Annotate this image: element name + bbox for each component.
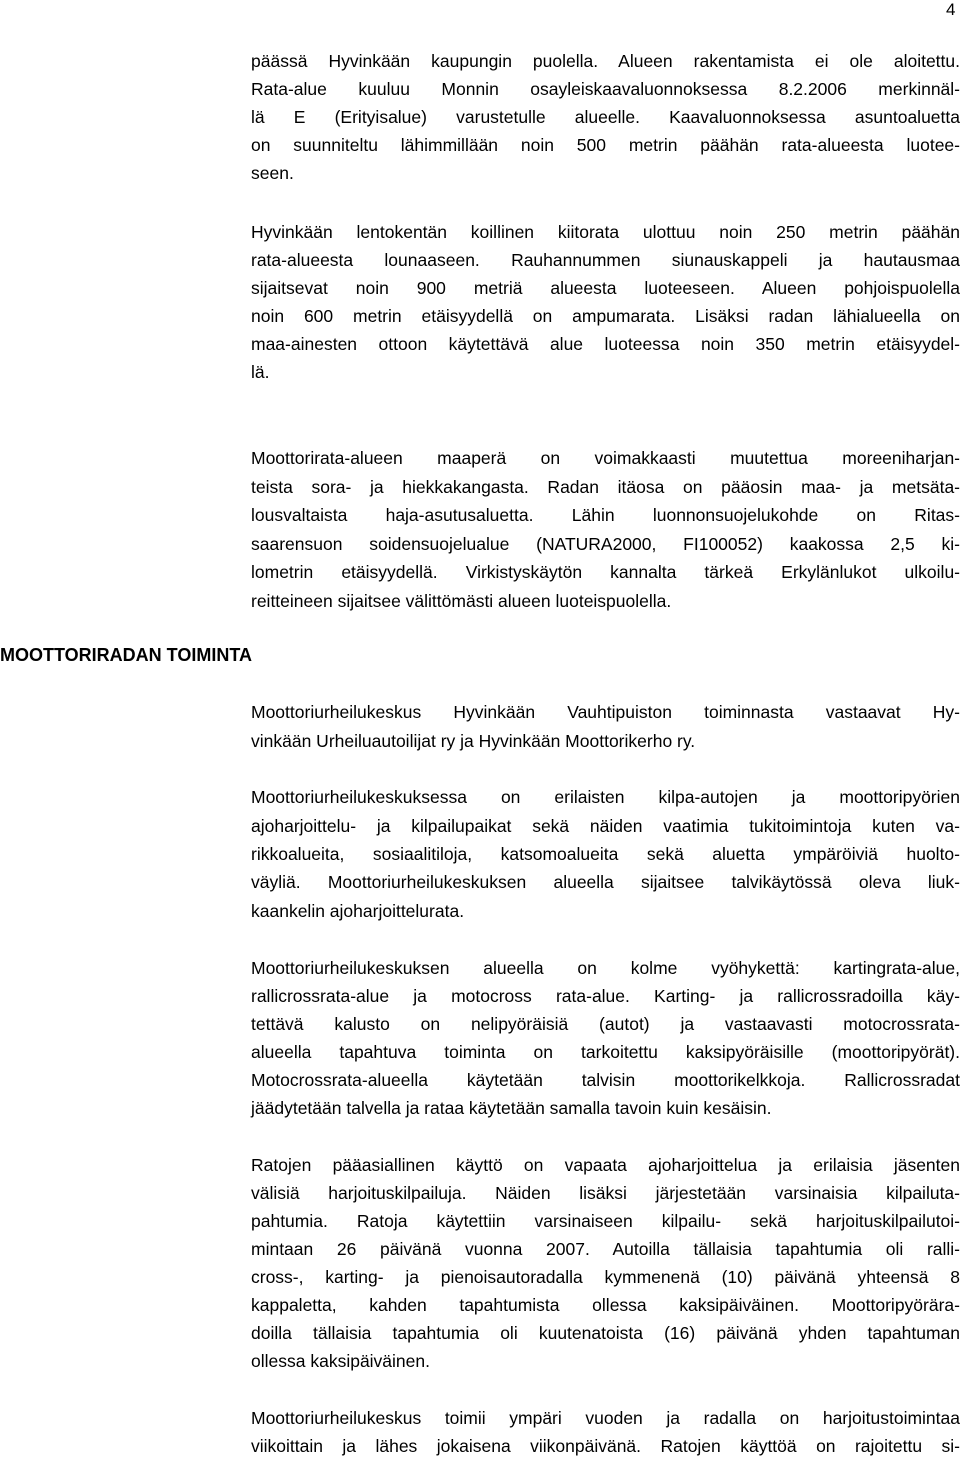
text-line: noin 600 metrin etäisyydellä on ampumarata. Lisäksi radan lähialueella on xyxy=(251,306,960,326)
text-line: kappaletta, kahden tapahtumista ollessa kaksipäiväinen. Moottoripyörära- xyxy=(251,1295,960,1315)
text-line: välisiä harjoituskilpailuja. Näiden lisäksi järjestetään varsinaisia kilpailuta- xyxy=(251,1183,960,1203)
text-line: tettävä kalusto on nelipyöräisiä (autot) ja vastaavasti motocrossrata- xyxy=(251,1014,960,1034)
section-heading: MOOTTORIRADAN TOIMINTA xyxy=(0,645,252,665)
text-line: Motocrossrata-alueella käytetään talvisin moottorikelkkoja. Rallicrossradat xyxy=(251,1070,960,1090)
text-line: viikoittain ja lähes jokaisena viikonpäivänä. Ratojen käyttöä on rajoitettu si- xyxy=(251,1436,960,1456)
text-line: Moottoriurheilukeskus Hyvinkään Vauhtipuiston toiminnasta vastaavat Hy- xyxy=(251,702,960,722)
text-line: mintaan 26 päivänä vuonna 2007. Autoilla tällaisia tapahtumia oli ralli- xyxy=(251,1239,960,1259)
text-line: ajoharjoittelu- ja kilpailupaikat sekä näiden vaatimia tukitoimintoja kuten va- xyxy=(251,816,960,836)
page-number: 4 xyxy=(946,0,956,19)
text-line: rikkoalueita, sosiaalitiloja, katsomoalueita sekä aluetta ympäröiviä huolto- xyxy=(251,844,960,864)
text-line: lousvaltaista haja-asutusaluetta. Lähin luonnonsuojelukohde on Ritas- xyxy=(251,505,960,525)
text-line: pahtumia. Ratoja käytettiin varsinaiseen kilpailu- sekä harjoituskilpailutoi- xyxy=(251,1211,960,1231)
text-line: Moottoriurheilukeskus toimii ympäri vuoden ja radalla on harjoitustoimintaa xyxy=(251,1408,960,1428)
text-line: Moottoriurheilukeskuksen alueella on kolme vyöhykettä: kartingrata-alue, xyxy=(251,958,960,978)
text-line: päässä Hyvinkään kaupungin puolella. Alueen rakentamista ei ole aloitettu. xyxy=(251,51,960,71)
text-line: Rata-alue kuuluu Monnin osayleiskaavaluonnoksessa 8.2.2006 merkinnäl- xyxy=(251,79,960,99)
text-line: Hyvinkään lentokentän koillinen kiitorata ulottuu noin 250 metrin päähän xyxy=(251,222,960,242)
text-line: ollessa kaksipäiväinen. xyxy=(251,1351,430,1371)
text-line: rata-alueesta lounaaseen. Rauhannummen siunauskappeli ja hautausmaa xyxy=(251,250,960,270)
text-line: rallicrossrata-alue ja motocross rata-alue. Karting- ja rallicrossradoilla käy- xyxy=(251,986,960,1006)
text-line: Ratojen pääasiallinen käyttö on vapaata ajoharjoittelua ja erilaisia jäsenten xyxy=(251,1155,960,1175)
text-line: Moottorirata-alueen maaperä on voimakkaasti muutettua moreeniharjan- xyxy=(251,448,960,468)
text-line: reitteineen sijaitsee välittömästi alueen luoteispuolella. xyxy=(251,591,672,611)
text-line: väyliä. Moottoriurheilukeskuksen alueella sijaitsee talvikäytössä oleva liuk- xyxy=(251,872,960,892)
text-line: alueella tapahtuva toiminta on tarkoitettu kaksipyöräisille (moottoripyörät). xyxy=(251,1042,960,1062)
text-line: sijaitsevat noin 900 metriä alueesta luoteeseen. Alueen pohjoispuolella xyxy=(251,278,960,298)
text-line: jäädytetään talvella ja rataa käytetään samalla tavoin kuin kesäisin. xyxy=(251,1098,772,1118)
text-line: kaankelin ajoharjoittelurata. xyxy=(251,901,465,921)
text-line: saarensuon soidensuojelualue (NATURA2000, FI100052) kaakossa 2,5 ki- xyxy=(251,534,960,554)
text-line: cross-, karting- ja pienoisautoradalla kymmenenä (10) päivänä yhteensä 8 xyxy=(251,1267,960,1287)
text-line: lä. xyxy=(251,362,270,382)
text-line: lometrin etäisyydellä. Virkistyskäytön kannalta tärkeä Erkylänlukot ulkoilu- xyxy=(251,562,960,582)
text-line: Moottoriurheilukeskuksessa on erilaisten kilpa-autojen ja moottoripyörien xyxy=(251,787,960,807)
text-line: seen. xyxy=(251,163,294,183)
text-line: on suunniteltu lähimmillään noin 500 metrin päähän rata-alueesta luotee- xyxy=(251,135,960,155)
text-line: lä E (Erityisalue) varustetulle alueelle. Kaavaluonnoksessa asuntoaluetta xyxy=(251,107,960,127)
text-line: maa-ainesten ottoon käytettävä alue luoteessa noin 350 metrin etäisyydel- xyxy=(251,334,960,354)
text-line: doilla tällaisia tapahtumia oli kuutenatoista (16) päivänä yhden tapahtuman xyxy=(251,1323,960,1343)
text-line: teista sora- ja hiekkakangasta. Radan itäosa on pääosin maa- ja metsäta- xyxy=(251,477,960,497)
text-line: vinkään Urheiluautoilijat ry ja Hyvinkään Moottorikerho ry. xyxy=(251,731,696,751)
